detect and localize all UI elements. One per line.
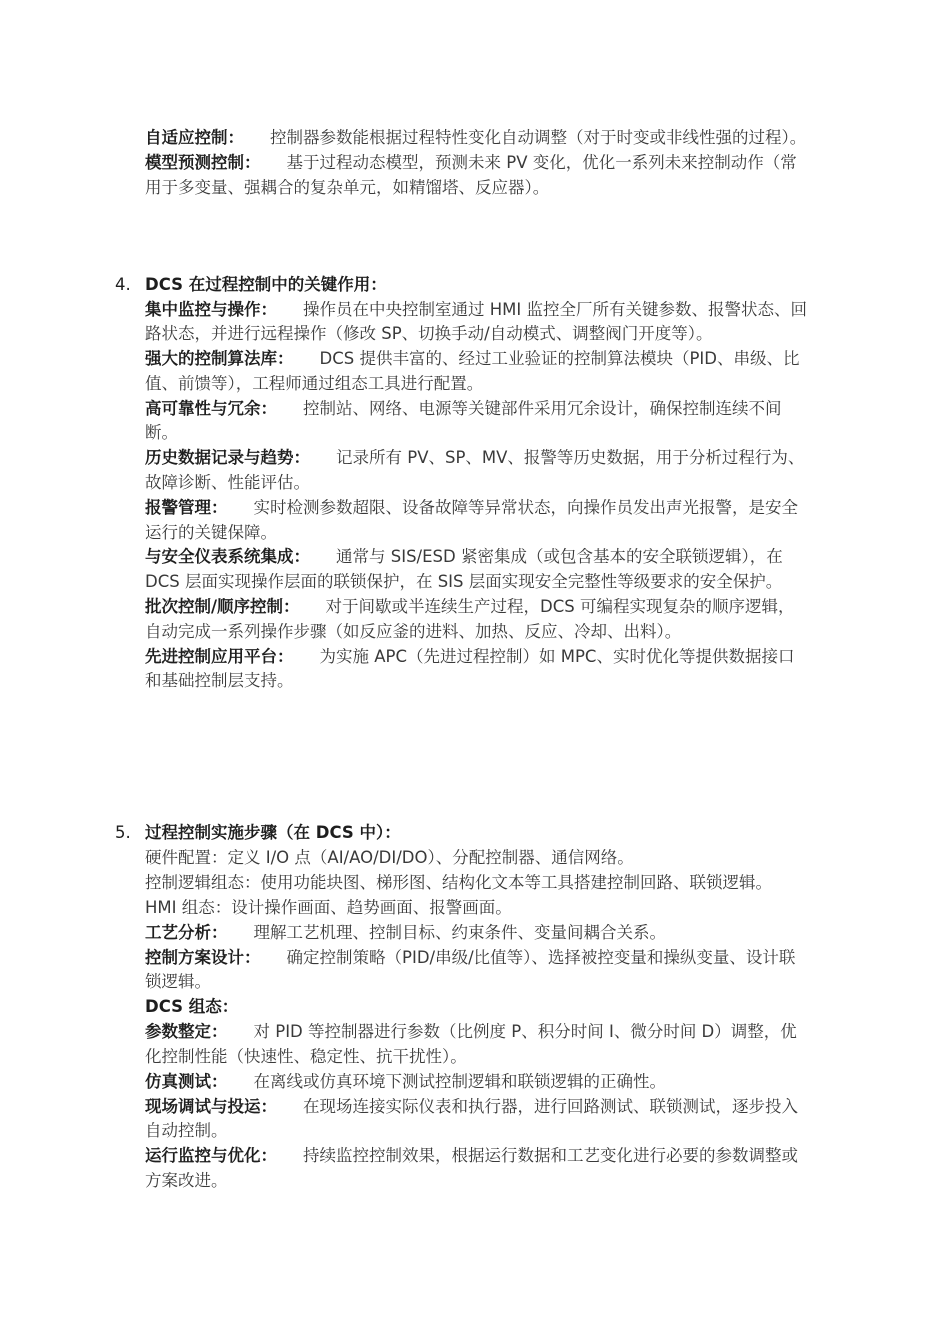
item-text: DCS 提供丰富的、经过工业验证的控制算法模块（PID、串级、比值、前馈等），工程师通过组态工具进行配置。 [145,349,800,393]
list-item [145,151,810,200]
item-term: 先进控制应用平台： [145,646,294,666]
list-item [145,545,810,594]
list-item: 控制逻辑组态：使用功能块图、梯形图、结构化文本等工具搭建控制回路、联锁逻辑。 [145,872,772,892]
item-term: 历史数据记录与趋势： [145,448,310,468]
item-text: 对于间歇或半连续生产过程，DCS 可编程实现复杂的顺序逻辑，自动完成一系列操作步骤（如反应釜的进料、加热、反应、冷却、出料）。 [145,597,795,641]
item-term: 强大的控制算法库： [145,349,294,369]
list-item [145,446,810,495]
list-item [145,1020,810,1069]
list-item: 硬件配置：定义 I/O 点（AI/AO/DI/DO）、分配控制器、通信网络。 [145,847,634,867]
item-term: 工艺分析： [145,922,228,942]
item-term: 高可靠性与冗余： [145,398,277,418]
list-item [145,397,810,446]
item-text: 实时检测参数超限、设备故障等异常状态，向操作员发出声光报警，是安全运行的关键保障。 [145,497,798,542]
section-number: 5. [115,823,131,842]
item-text: 控制站、网络、电源等关键部件采用冗余设计，确保控制连续不间断。 [145,398,782,443]
item-text: 控制器参数能根据过程特性变化自动调整（对于时变或非线性强的过程）。 [270,128,807,147]
section-title: DCS 在过程控制中的关键作用： [145,275,387,294]
item-term: 报警管理： [145,497,228,517]
dcs-config-label: DCS 组态： [145,997,239,1017]
list-item [145,347,810,396]
item-text: 通常与 SIS/ESD 紧密集成（或包含基本的安全联锁逻辑），在 DCS 层面实现操作层面的联锁保护，在 SIS 层面实现安全完整性等级要求的安全保护。 [145,547,783,592]
list-item [145,1144,810,1193]
list-item [145,946,810,995]
item-text: 确定控制策略（PID/串级/比值等）、选择被控变量和操纵变量、设计联锁逻辑。 [145,947,796,992]
item-text: 在离线或仿真环境下测试控制逻辑和联锁逻辑的正确性。 [253,1071,666,1091]
list-item [145,298,810,347]
list-item [145,496,810,545]
item-term: 批次控制/顺序控制： [145,597,300,617]
item-term: 模型预测控制： [145,152,261,172]
list-item: HMI 组态：设计操作画面、趋势画面、报警画面。 [145,897,512,917]
item-term: 与安全仪表系统集成： [145,547,310,567]
item-text: 持续监控控制效果，根据运行数据和工艺变化进行必要的参数调整或方案改进。 [145,1146,798,1190]
section-number: 4. [115,275,131,294]
list-item [145,645,810,694]
item-text: 为实施 APC（先进过程控制）如 MPC、实时优化等提供数据接口和基础控制层支持。 [145,646,795,691]
list-item [145,1095,810,1144]
item-term: 控制方案设计： [145,947,261,967]
item-term: 参数整定： [145,1022,228,1042]
item-term: 自适应控制： [145,128,244,147]
item-text: 在现场连接实际仪表和执行器，进行回路测试、联锁测试，逐步投入自动控制。 [145,1096,798,1141]
list-item [145,1070,810,1095]
item-term: 现场调试与投运： [145,1096,277,1116]
section-4 [115,273,810,694]
list-item [145,595,810,644]
item-text: 基于过程动态模型，预测未来 PV 变化，优化一系列未来控制动作（常用于多变量、强耦合的复杂单元，如精馏塔、反应器）。 [145,152,797,197]
section-5 [115,821,810,1194]
list-item [145,126,810,151]
section-title: 过程控制实施步骤（在 DCS 中）： [145,823,401,842]
intro-block [145,126,810,201]
list-item [145,921,810,946]
item-text: 记录所有 PV、SP、MV、报警等历史数据，用于分析过程行为、故障诊断、性能评估。 [145,448,805,492]
item-term: 运行监控与优化： [145,1146,277,1166]
item-text: 对 PID 等控制器进行参数（比例度 P、积分时间 I、微分时间 D）调整，优化控制性能（快速性、稳定性、抗干扰性）。 [145,1022,797,1066]
item-term: 仿真测试： [145,1071,228,1091]
item-term: 集中监控与操作： [145,299,277,319]
item-text: 操作员在中央控制室通过 HMI 监控全厂所有关键参数、报警状态、回路状态，并进行远程操作（修改 SP、切换手动/自动模式、调整阀门开度等）。 [145,299,807,344]
item-text: 理解工艺机理、控制目标、约束条件、变量间耦合关系。 [253,922,666,942]
